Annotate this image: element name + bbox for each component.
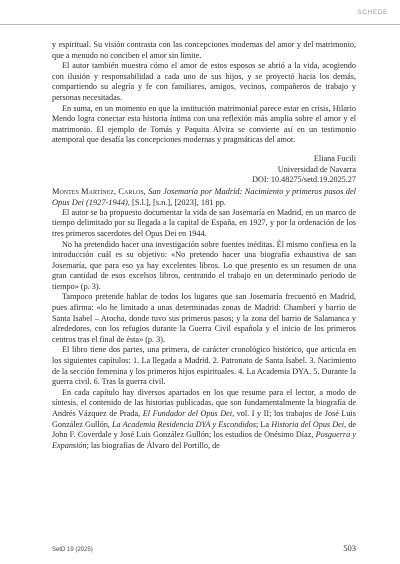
text-run: , vol. I y II; los trabajos de José Luis González Gullón,	[52, 409, 356, 429]
book-pubinfo: , [S.l.], [s.n.], [2023], 181 pp.	[127, 197, 227, 207]
review2-paragraph-1: El autor se ha propuesto documentar la vida de san Josemaría en Madrid, en un marco de tiempo delimitado por su llegada a la capital de España, en 1927, y por la ordenación de los tres primeros sacerdotes del Opus Dei en 1944.	[52, 207, 356, 238]
reviewer-signature	[52, 154, 356, 186]
cited-title: Historia del Opus Dei	[271, 419, 345, 429]
reviewer-name: Eliana Fucili	[313, 153, 356, 163]
cited-title: Posguerra y Expansión	[52, 430, 357, 450]
text-run: ; La	[256, 419, 272, 429]
review2-paragraph-5	[52, 388, 356, 452]
review1-paragraph-2: El autor también muestra cómo el amor de estos esposos se abrió a la vida, acogiendo con ilusión y responsabilidad a cada uno de sus hijos, y se proyectó hacia los demás, compartiendo su alegría y fe con familiares, amigos, vecinos, compañeros de trabajo y personas necesitadas.	[52, 61, 356, 102]
review2-reference	[52, 186, 356, 208]
review2-paragraph-4: El libro tiene dos partes, una primera, de carácter cronológico histórico, que articula en los siguientes capítulos: 1. La llegada a Madrid. 2. Patronato de Santa Isabel. 3. Nacimiento de la sección femenina y los primeros hijos espirituales. 4. La Academia DYA. 5. Durante la guerra civil. 6. Tras la guerra civil.	[52, 345, 356, 387]
text-run: ; las biografías de Álvaro del Portillo, de	[86, 440, 220, 450]
text-run: En cada capítulo hay diversos apartados en los que resume para el lector, a modo de síntesis, el contenido de las historias publicadas, que son fundamentalmente la biografía de Andrés Vázquez de Prada,	[52, 387, 356, 418]
review2-paragraph-3: Tampoco pretende hablar de todos los lugares que san Josemaría frecuentó en Madrid, pues afirma: «lo he limitado a unas determinadas zonas de Madrid: Chamberí y barrio de Santa Isabel – Atocha, donde tuvo sus primeros pasos; y la zona del barrio de Salamanca y alrededores, con los refugios durante la Guerra Civil española y el inicio de los primeros centros tras el final de ésta» (p. 3).	[52, 292, 356, 344]
review1-paragraph-3: En suma, en un momento en que la institución matrimonial parece estar en crisis, Hilario Mendo logra conectar esta historia íntima con una reflexión más amplia sobre el amor y el matrimonio. El ejemplo de Tomás y Paquita Alvira se convierte así en un testimonio atemporal que desafía las concepciones modernas y pragmáticas del amor.	[52, 103, 356, 145]
cited-title: La Academia Residencia DYA y Escondidos	[112, 419, 257, 429]
page-footer	[52, 543, 356, 553]
page-body	[52, 40, 356, 451]
book-title: San Josemaría por Madrid: Nacimiento y primeros pasos del Opus Dei (1927-1944)	[52, 186, 356, 207]
cited-title: El Fundador del Opus Dei	[142, 409, 233, 418]
journal-citation: SetD 19 (2025)	[52, 547, 93, 553]
reviewer-institution: Universidad de Navarra	[277, 164, 356, 174]
section-label: SCHEDE	[357, 9, 388, 16]
text-run: , de John F. Coverdale y José Luis González Gullón; los estudios de Onésimo Díaz,	[52, 419, 356, 440]
page-number: 503	[343, 543, 356, 553]
review-doi: DOI: 10.48275/setd.19.2025.27	[252, 175, 356, 185]
page-header	[0, 0, 400, 25]
review1-paragraph-1: y espiritual. Su visión contrasta con las concepciones modernas del amor y del matrimonio, que a menudo no conciben el amor sin límite.	[52, 40, 356, 60]
book-author: Montes Martínez, Carlos,	[52, 186, 146, 196]
review2-paragraph-2: No ha pretendido hacer una investigación sobre fuentes inéditas. Él mismo confiesa en la introducción cuál es su objetivo: «No pretendo hacer una biografía exhaustiva de san Josemaría, que para eso ya hay excelentes libros. Lo que presento es un resumen de una gran cantidad de esos excelsos libros, centrando el trabajo en un determinado periodo de tiempo» (p. 3).	[52, 239, 356, 291]
